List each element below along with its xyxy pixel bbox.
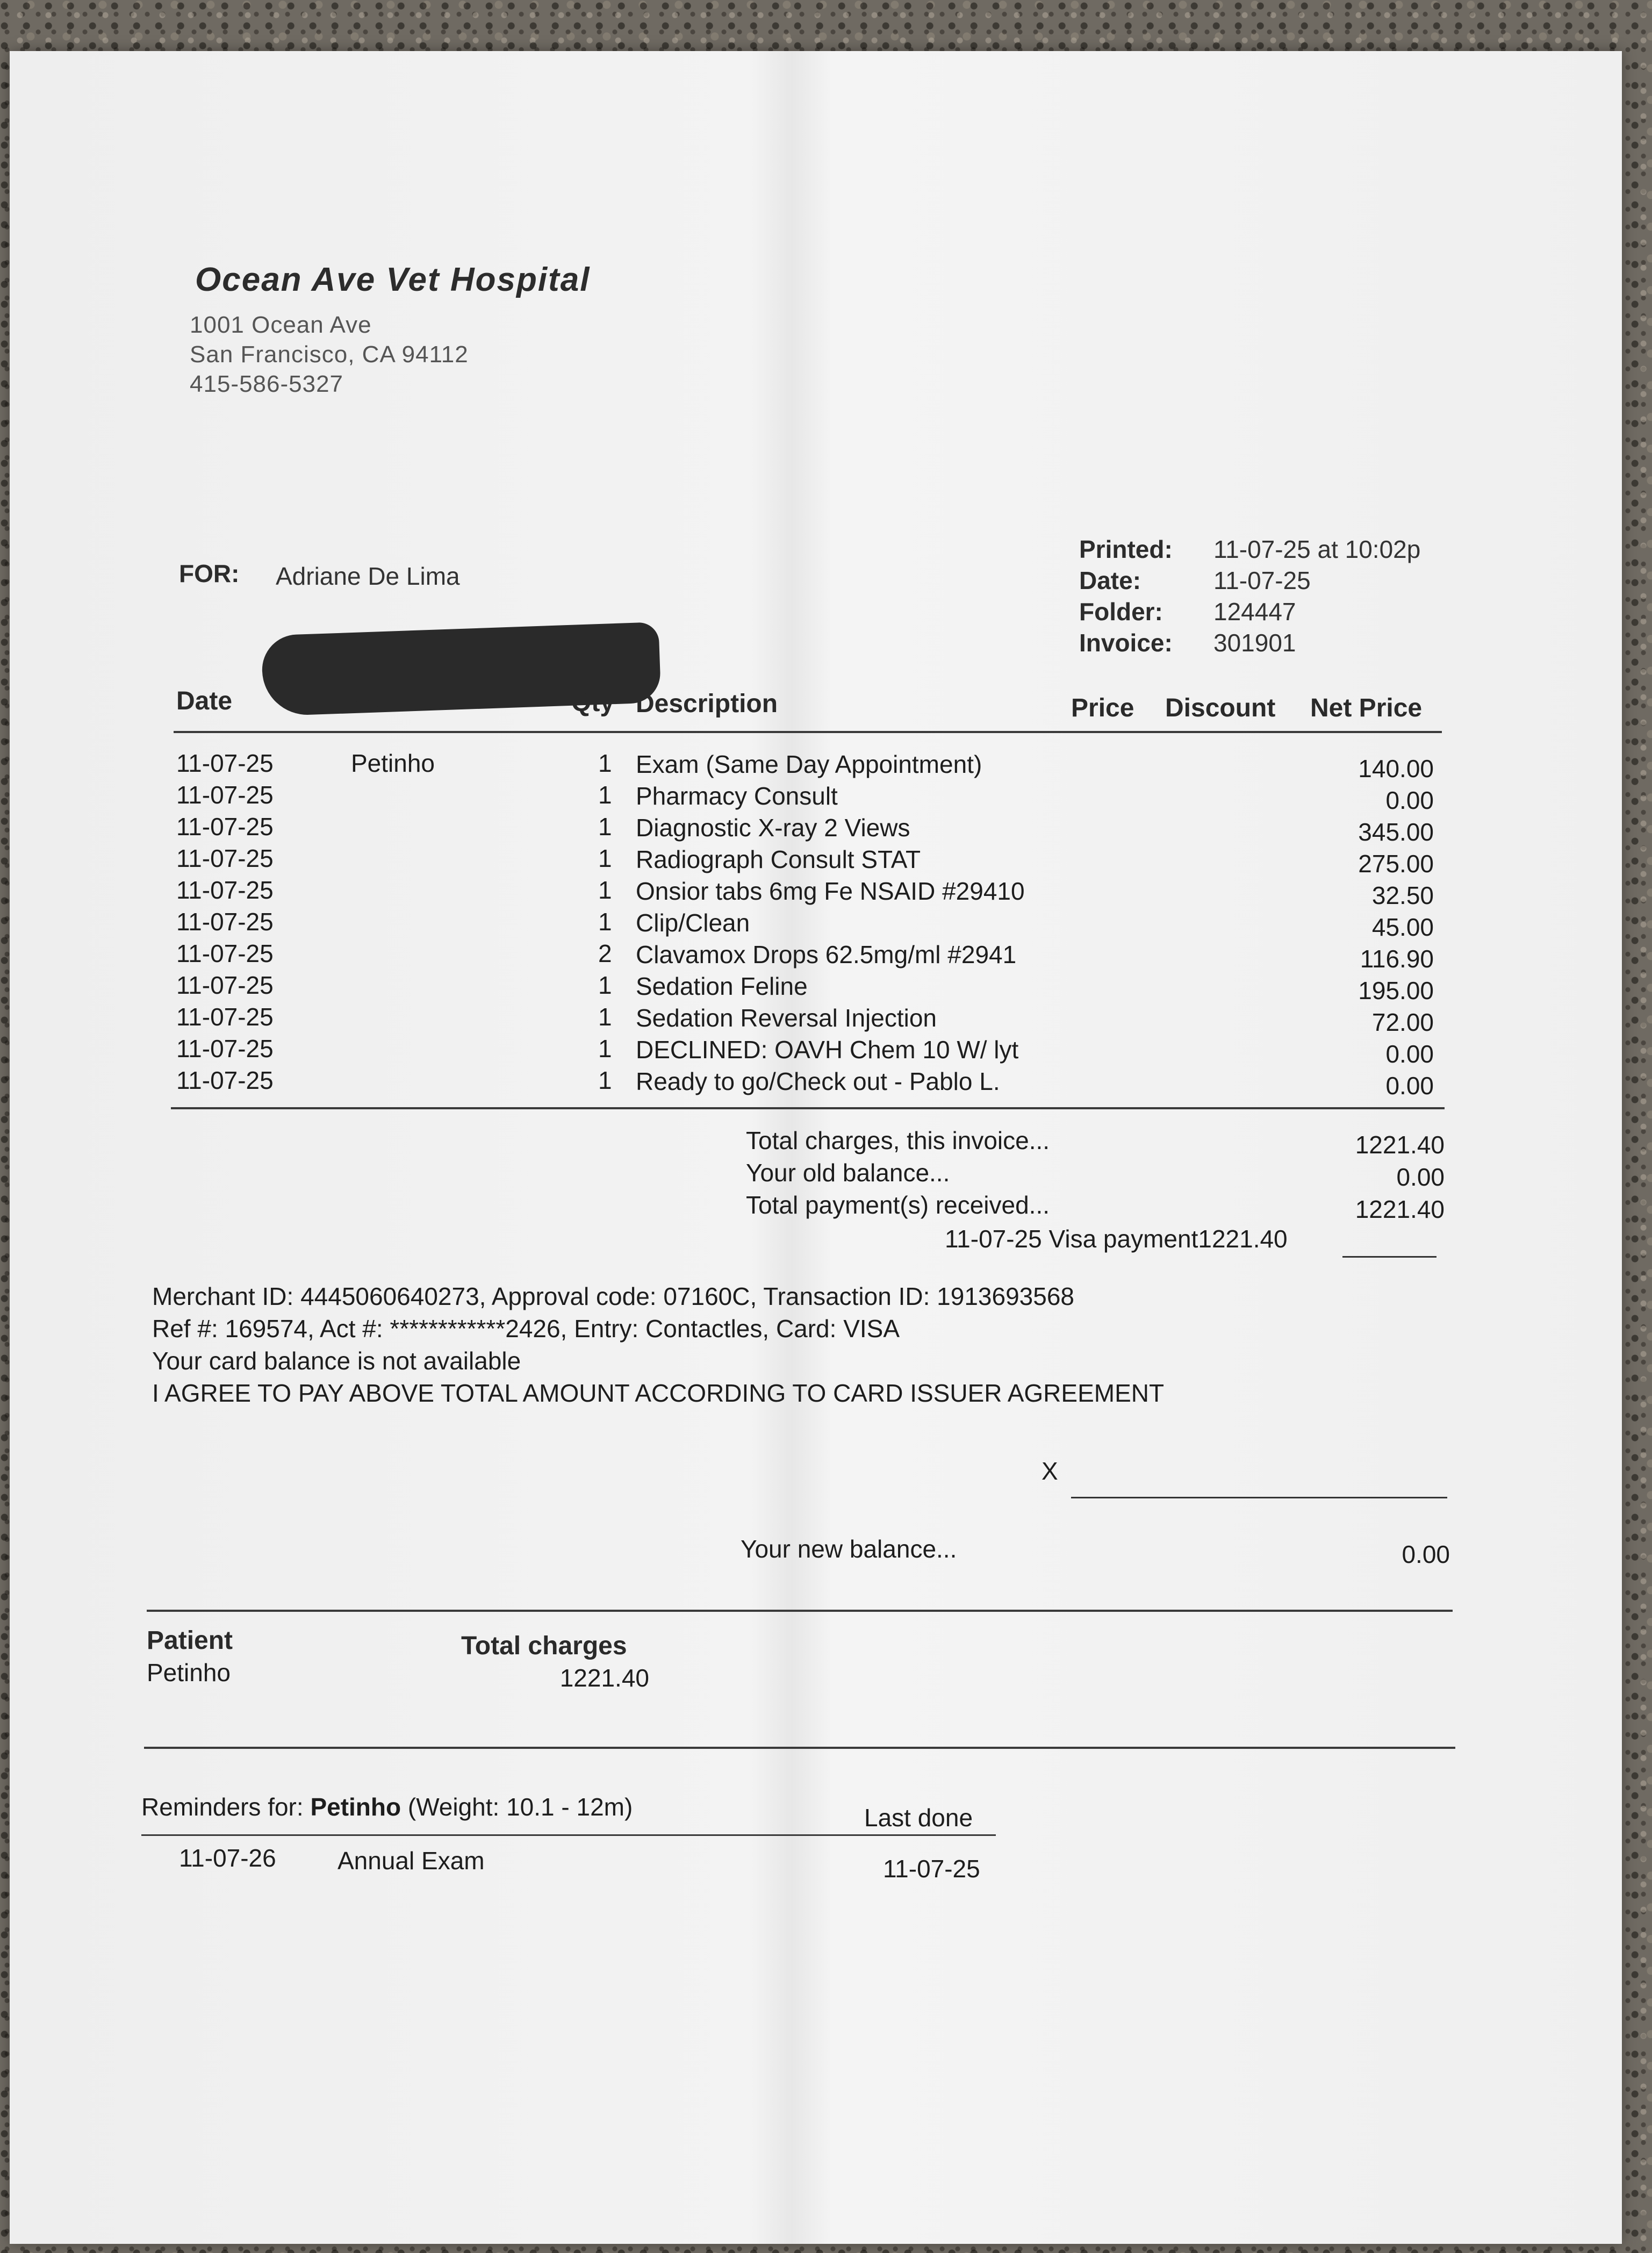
row-qty: 1 [598, 971, 612, 999]
row-date: 11-07-25 [176, 781, 274, 809]
summary-bottom-rule [144, 1747, 1455, 1749]
reminders-last-done-label: Last done [864, 1804, 973, 1832]
invoice-paper [10, 51, 1622, 2244]
summary-top-rule [147, 1610, 1453, 1612]
row-date: 11-07-25 [176, 749, 274, 777]
summary-patient-label: Patient [147, 1626, 233, 1655]
reminders-weight: (Weight: 10.1 - 12m) [401, 1793, 633, 1821]
card-balance-note: Your card balance is not available [152, 1347, 521, 1375]
total-charges-value: 1221.40 [1355, 1131, 1445, 1159]
row-qty: 1 [598, 1066, 612, 1094]
row-description: Sedation Reversal Injection [636, 1004, 937, 1032]
reminders-pet: Petinho [310, 1793, 401, 1821]
row-description: Clavamox Drops 62.5mg/ml #2941 [636, 941, 1017, 968]
card-merchant-line: Merchant ID: 4445060640273, Approval code: 07160C, Transaction ID: 1913693568 [152, 1282, 1074, 1310]
row-net-price: 72.00 [1371, 1008, 1434, 1036]
row-net-price: 275.00 [1358, 850, 1434, 878]
reminders-heading [141, 1792, 633, 1821]
new-balance-label: Your new balance... [741, 1535, 957, 1563]
meta-value-date: 11-07-25 [1213, 566, 1311, 594]
clinic-name: Ocean Ave Vet Hospital [195, 261, 591, 298]
row-net-price: 195.00 [1358, 977, 1434, 1004]
row-qty: 1 [598, 908, 612, 936]
row-description: DECLINED: OAVH Chem 10 W/ lyt [636, 1036, 1019, 1064]
row-net-price: 116.90 [1360, 945, 1434, 973]
old-balance-label: Your old balance... [746, 1159, 950, 1187]
col-header-description: Description [636, 690, 778, 718]
new-balance-value: 0.00 [1402, 1540, 1450, 1568]
row-date: 11-07-25 [176, 939, 274, 967]
row-qty: 1 [598, 1003, 612, 1031]
row-qty: 2 [598, 939, 612, 967]
summary-total-label: Total charges [461, 1632, 627, 1660]
row-net-price: 345.00 [1358, 818, 1434, 846]
meta-label-printed: Printed: [1079, 535, 1173, 563]
summary-total-value: 1221.40 [559, 1664, 649, 1692]
row-description: Diagnostic X-ray 2 Views [636, 814, 910, 842]
row-net-price: 0.00 [1385, 1072, 1434, 1100]
summary-patient-value: Petinho [147, 1659, 231, 1687]
reminder-last-done: 11-07-25 [883, 1855, 980, 1883]
row-net-price: 140.00 [1358, 755, 1434, 783]
col-header-net-price: Net Price [1310, 694, 1423, 722]
row-date: 11-07-25 [176, 1003, 274, 1031]
meta-label-invoice: Invoice: [1079, 629, 1173, 657]
meta-label-date: Date: [1079, 566, 1141, 594]
row-date: 11-07-25 [176, 844, 274, 872]
meta-value-folder: 124447 [1213, 598, 1296, 626]
row-qty: 1 [598, 749, 612, 777]
row-description: Exam (Same Day Appointment) [636, 750, 982, 778]
meta-value-invoice: 301901 [1213, 629, 1296, 657]
row-date: 11-07-25 [176, 908, 274, 936]
payment-underline [1342, 1256, 1436, 1258]
row-net-price: 45.00 [1371, 913, 1434, 941]
row-description: Radiograph Consult STAT [636, 845, 921, 873]
row-date: 11-07-25 [176, 971, 274, 999]
row-description: Ready to go/Check out - Pablo L. [636, 1067, 1000, 1095]
meta-label-folder: Folder: [1079, 598, 1163, 626]
row-qty: 1 [598, 1035, 612, 1063]
row-qty: 1 [598, 876, 612, 904]
col-header-qty: Qty [571, 688, 615, 717]
row-qty: 1 [598, 813, 612, 841]
client-name: Adriane De Lima [276, 562, 460, 590]
total-charges-label: Total charges, this invoice... [746, 1126, 1050, 1154]
row-description: Sedation Feline [636, 972, 808, 1000]
client-label: FOR: [179, 559, 240, 587]
col-header-date: Date [176, 687, 233, 715]
reminder-due-date: 11-07-26 [179, 1844, 276, 1872]
clinic-address-line1: 1001 Ocean Ave [190, 312, 372, 338]
reminders-prefix: Reminders for: [141, 1793, 311, 1821]
payments-received-label: Total payment(s) received... [746, 1191, 1050, 1219]
col-header-for: For [351, 688, 393, 717]
row-date: 11-07-25 [176, 876, 274, 904]
row-description: Pharmacy Consult [636, 782, 838, 810]
card-ref-line: Ref #: 169574, Act #: ************2426, Entry: Contactles, Card: VISA [152, 1315, 900, 1343]
table-footer-rule [171, 1107, 1445, 1109]
row-qty: 1 [598, 844, 612, 872]
reminders-rule [141, 1834, 996, 1836]
row-net-price: 0.00 [1385, 786, 1434, 814]
old-balance-value: 0.00 [1396, 1163, 1445, 1191]
row-description: Onsior tabs 6mg Fe NSAID #29410 [636, 877, 1025, 905]
signature-line [1071, 1497, 1447, 1498]
clinic-phone: 415-586-5327 [190, 371, 344, 397]
row-date: 11-07-25 [176, 1066, 274, 1094]
row-patient: Petinho [351, 749, 435, 777]
row-qty: 1 [598, 781, 612, 809]
col-header-discount: Discount [1165, 694, 1276, 722]
row-net-price: 0.00 [1385, 1040, 1434, 1068]
col-header-price: Price [1071, 694, 1134, 722]
table-header-rule [174, 731, 1442, 733]
meta-value-printed: 11-07-25 at 10:02p [1213, 535, 1421, 563]
clinic-address-line2: San Francisco, CA 94112 [190, 341, 469, 368]
row-date: 11-07-25 [176, 813, 274, 841]
payments-received-value: 1221.40 [1355, 1195, 1445, 1223]
card-agreement: I AGREE TO PAY ABOVE TOTAL AMOUNT ACCORDING TO CARD ISSUER AGREEMENT [152, 1379, 1165, 1407]
signature-x: X [1042, 1457, 1058, 1485]
row-net-price: 32.50 [1371, 881, 1434, 909]
row-date: 11-07-25 [176, 1035, 274, 1063]
reminder-name: Annual Exam [337, 1847, 485, 1875]
row-description: Clip/Clean [636, 909, 750, 937]
visa-payment-line: 11-07-25 Visa payment1221.40 [945, 1225, 1288, 1253]
